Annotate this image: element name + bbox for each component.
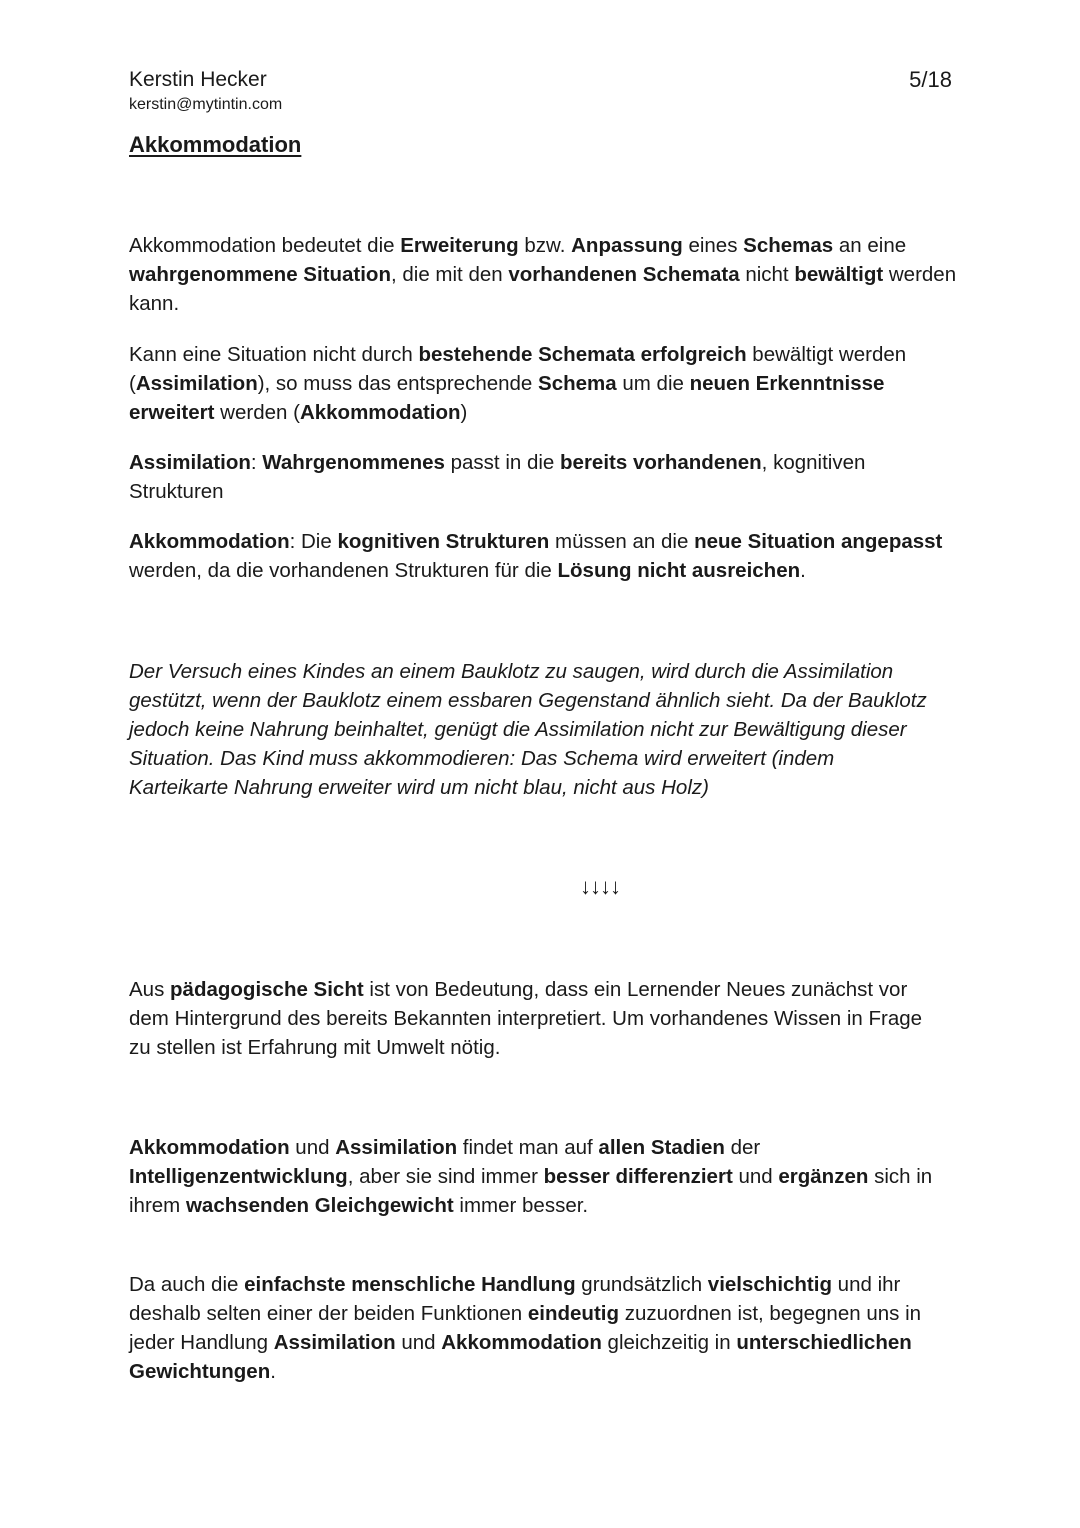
text-run: an eine [833, 234, 907, 257]
emphasized-text: vielschichtig [707, 1273, 832, 1296]
text-run: Der Versuch eines Kindes an einem Bauklotz zu saugen, wird durch die Assimilation gestützt, wenn der Bauklotz einem essbaren Gegenstand ähnlich sieht. Da der Bauklotz jedoch keine Nahrung beinhaltet, genügt die Assimilation nicht zur Bewältigung dieser Situation. Das Kind muss akkommodieren: Das Schema wird erweitert (indem Karteikarte Nahrung erweiter wird um nicht blau, nicht aus Holz) [129, 660, 927, 799]
emphasized-text: neuen Erkenntnisse erweitert [129, 372, 885, 424]
text-run: ) [460, 401, 468, 424]
text-run: , die mit den [390, 263, 509, 286]
text-run: immer besser. [453, 1194, 589, 1217]
text-run: : [250, 451, 263, 474]
emphasized-text: Wahrgenommenes [262, 451, 445, 474]
text-run: um die [616, 372, 690, 395]
text-run: : Die [289, 530, 338, 553]
emphasized-text: besser differenziert [543, 1165, 733, 1188]
text-run: bewältigt werden ( [129, 343, 907, 395]
emphasized-text: Akkommodation [441, 1331, 602, 1354]
text-run: werden kann. [129, 263, 957, 315]
text-run: findet man auf [457, 1136, 599, 1159]
text-run: und [289, 1136, 336, 1159]
text-run: und ihr deshalb selten einer der beiden Funktionen [129, 1273, 901, 1325]
page-title: Akkommodation [129, 132, 302, 157]
paragraph-stages [129, 1133, 959, 1220]
emphasized-text: Akkommodation [129, 530, 290, 553]
author-email: kerstin@mytintin.com [129, 96, 283, 113]
emphasized-text: Lösung nicht ausreichen [557, 559, 801, 582]
emphasized-text: Akkommodation [299, 401, 461, 424]
text-run: gleichzeitig in [601, 1331, 737, 1354]
emphasized-text: Schemas [743, 234, 834, 257]
text-run: ist von Bedeutung, dass ein Lernender Neues zunächst vor dem Hintergrund des bereits Bekannten interpretiert. Um vorhandenes Wissen in Frage zu stellen ist Erfahrung mit Umwelt nötig. [129, 978, 923, 1059]
paragraph-pedagogy [129, 975, 939, 1062]
page-number: 5/18 [909, 67, 952, 92]
emphasized-text: pädagogische Sicht [170, 978, 364, 1001]
author-name: Kerstin Hecker [129, 68, 267, 91]
paragraph-conclusion [129, 1270, 949, 1386]
arrows-down-icon: ↓↓↓↓ [580, 874, 620, 899]
emphasized-text: einfachste menschliche Handlung [244, 1273, 576, 1296]
text-run: werden, da die vorhandenen Strukturen für die [129, 559, 558, 582]
emphasized-text: wahrgenommene Situation [129, 263, 391, 286]
text-run: müssen an die [549, 530, 695, 553]
emphasized-text: Assimilation [273, 1331, 396, 1354]
paragraph-akkommodation-def [129, 527, 959, 585]
text-run: Kann eine Situation nicht durch [129, 343, 419, 366]
emphasized-text: Erweiterung [400, 234, 519, 257]
text-run: . [270, 1360, 276, 1383]
emphasized-text: Assimilation [129, 451, 251, 474]
text-run: sich in ihrem [129, 1165, 933, 1217]
emphasized-text: Anpassung [571, 234, 683, 257]
emphasized-text: bestehende Schemata erfolgreich [418, 343, 747, 366]
emphasized-text: ergänzen [778, 1165, 869, 1188]
paragraph-explanation [129, 340, 959, 427]
text-run: und [732, 1165, 779, 1188]
paragraph-assimilation-def [129, 448, 909, 506]
text-run: . [800, 559, 806, 582]
emphasized-text: wachsenden Gleichgewicht [185, 1194, 454, 1217]
text-run: Da auch die [129, 1273, 245, 1296]
text-run: der [724, 1136, 761, 1159]
emphasized-text: Schema [538, 372, 617, 395]
text-run: passt in die [444, 451, 561, 474]
text-run: und [395, 1331, 442, 1354]
emphasized-text: Assimilation [135, 372, 258, 395]
emphasized-text: bewältigt [794, 263, 884, 286]
text-run: eines [682, 234, 744, 257]
text-run: , aber sie sind immer [347, 1165, 544, 1188]
emphasized-text: vorhandenen Schemata [508, 263, 740, 286]
emphasized-text: Akkommodation [129, 1136, 290, 1159]
emphasized-text: Assimilation [335, 1136, 458, 1159]
emphasized-text: neue Situation angepasst [694, 530, 943, 553]
text-run: grundsätzlich [575, 1273, 708, 1296]
text-run: , kognitiven Strukturen [129, 451, 866, 503]
paragraph-definition [129, 231, 959, 318]
text-run: werden ( [214, 401, 300, 424]
text-run: bzw. [518, 234, 572, 257]
text-run: zuzuordnen ist, begegnen uns in jeder Handlung [129, 1302, 922, 1354]
text-run: ), so muss das entsprechende [257, 372, 539, 395]
paragraph-example [129, 657, 939, 802]
emphasized-text: Intelligenzentwicklung [129, 1165, 348, 1188]
emphasized-text: kognitiven Strukturen [337, 530, 550, 553]
text-run: Akkommodation bedeutet die [129, 234, 401, 257]
emphasized-text: unterschiedlichen Gewichtungen [129, 1331, 912, 1383]
emphasized-text: eindeutig [527, 1302, 619, 1325]
emphasized-text: allen Stadien [598, 1136, 725, 1159]
emphasized-text: bereits vorhandenen [560, 451, 762, 474]
text-run: nicht [739, 263, 795, 286]
text-run: Aus [129, 978, 171, 1001]
